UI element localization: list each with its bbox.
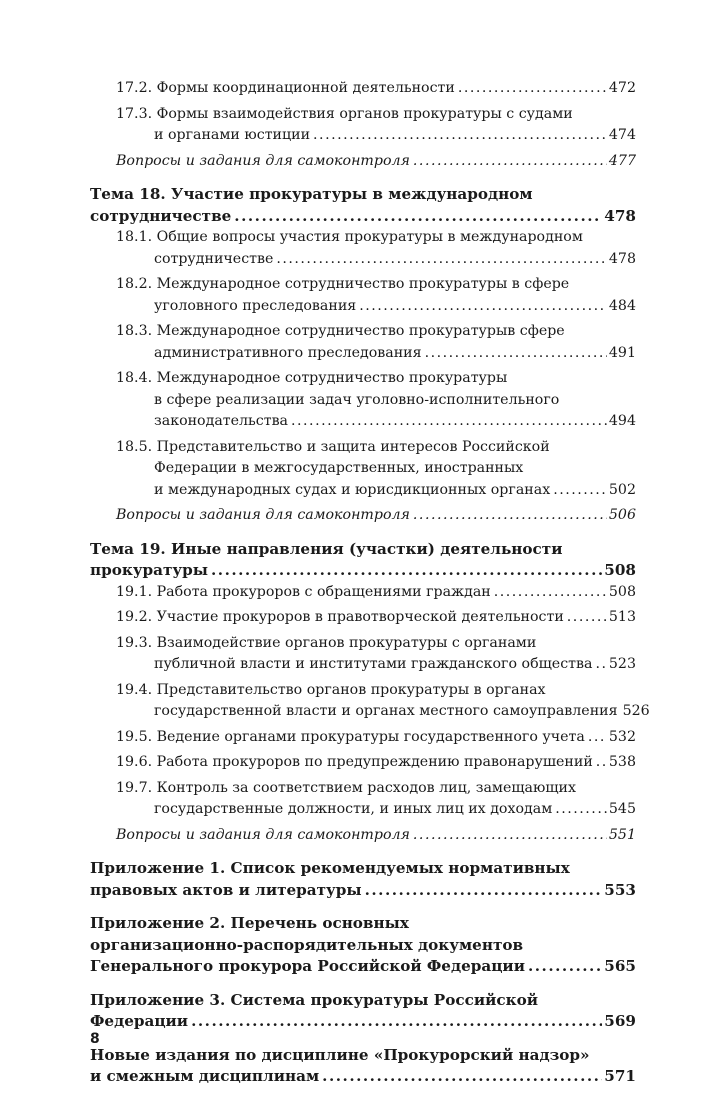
toc-section [90, 1045, 636, 1088]
leader-dots [494, 582, 607, 604]
toc-subsection [116, 437, 636, 502]
entry-title-text: прокуратуры [90, 561, 208, 579]
toc-line-with-page [116, 701, 650, 723]
page-ref: 553 [604, 880, 636, 899]
leader-dots [413, 505, 607, 527]
entry-title-text: и международных судах и юрисдикционных органах [154, 481, 551, 498]
leader-dots [567, 607, 607, 629]
toc-line-with-page [116, 125, 636, 147]
page-ref: 565 [604, 957, 636, 975]
toc-line-with-page [116, 752, 636, 774]
entry-title-text: Тема 18. Участие прокуратуры в международном [90, 185, 533, 203]
entry-title-text: 18.1. Общие вопросы участия прокуратуры в международном [116, 229, 583, 245]
leader-dots [588, 727, 607, 749]
page-ref: 551 [608, 826, 636, 843]
toc-line-with-page [116, 480, 636, 502]
toc-section [90, 913, 636, 978]
toc-line-with-page [90, 956, 636, 978]
leader-dots [322, 1066, 602, 1088]
page-ref: 506 [608, 507, 636, 523]
entry-title-text: 19.3. Взаимодействие органов прокуратуры с органами [116, 634, 537, 651]
page-ref: 494 [608, 413, 636, 429]
page-ref: 569 [604, 1012, 636, 1030]
leader-dots [595, 654, 606, 676]
toc-line-with-page [116, 825, 636, 847]
toc-line-with-page [90, 560, 636, 582]
leader-dots [553, 480, 607, 502]
page-ref: 571 [604, 1067, 636, 1085]
entry-title-text: 18.5. Представительство и защита интересов Российской [116, 438, 550, 455]
leader-dots [596, 752, 607, 774]
page-ref: 526 [622, 703, 650, 719]
table-of-contents [90, 78, 650, 1088]
page-number: 8 [90, 1031, 100, 1047]
toc-line-with-page [90, 206, 636, 228]
entry-title-text: Генерального прокурора Российской Федерации [90, 957, 525, 975]
leader-dots [359, 296, 607, 318]
toc-questions [116, 825, 636, 847]
toc-subsection [116, 78, 636, 100]
toc-line-with-page [116, 249, 636, 271]
toc-line-with-page [90, 880, 636, 902]
page-ref: 502 [608, 481, 636, 498]
toc-line-with-page [116, 654, 636, 676]
toc-section [90, 539, 636, 582]
toc-questions [116, 151, 636, 173]
toc-line-with-page [116, 799, 636, 821]
toc-line-with-page [116, 343, 636, 365]
entry-title-text: публичной власти и институтами гражданского общества [154, 656, 593, 672]
page-ref: 508 [604, 561, 636, 579]
entry-title-text: Федерации в межгосударственных, иностранных [154, 460, 524, 476]
entry-title-text: 18.4. Международное сотрудничество прокуратуры [116, 370, 508, 386]
entry-title-text: 19.6. Работа прокуроров по предупреждению правонарушений [116, 754, 593, 770]
leader-dots [458, 78, 607, 100]
toc-subsection [116, 633, 636, 676]
entry-title-text: административного преследования [154, 344, 422, 361]
page-ref: 474 [608, 127, 636, 143]
leader-dots [555, 799, 607, 821]
entry-title-text: Тема 19. Иные направления (участки) деятельности [90, 539, 563, 558]
leader-dots [291, 411, 607, 433]
entry-title-text: уголовного преследования [154, 297, 357, 314]
entry-title-text: Вопросы и задания для самоконтроля [116, 826, 410, 843]
entry-title-text: Приложение 3. Система прокуратуры Российской [90, 990, 538, 1009]
entry-title-text: законодательства [154, 413, 289, 429]
toc-subsection [116, 368, 636, 433]
page-ref: 472 [608, 80, 636, 96]
page-ref: 523 [608, 656, 636, 672]
entry-title-text: 17.3. Формы взаимодействия органов прокуратуры с судами [116, 105, 573, 122]
toc-line-with-page [116, 78, 636, 100]
entry-title-text: Федерации [90, 1012, 189, 1030]
page-ref: 508 [608, 583, 636, 600]
leader-dots [413, 825, 607, 847]
entry-title-text: сотрудничестве [154, 250, 274, 267]
entry-title-text: и смежным дисциплинам [90, 1067, 320, 1085]
entry-title-text: 19.1. Работа прокуроров с обращениями граждан [116, 583, 491, 600]
leader-dots [211, 560, 602, 582]
leader-dots [313, 125, 607, 147]
page-ref: 545 [608, 801, 636, 817]
page-ref: 484 [608, 297, 636, 314]
page-ref: 478 [604, 206, 636, 225]
entry-title-text: 19.4. Представительство органов прокуратуры в органах [116, 681, 546, 698]
entry-title-text: правовых актов и литературы [90, 880, 362, 899]
toc-subsection [116, 274, 636, 317]
page-ref: 538 [608, 754, 636, 770]
entry-title-text: Приложение 1. Список рекомендуемых нормативных [90, 859, 570, 877]
leader-dots [234, 206, 602, 228]
toc-section [90, 184, 636, 227]
toc-line-with-page [90, 1011, 636, 1033]
page-ref: 478 [608, 250, 636, 267]
entry-title-text: Вопросы и задания для самоконтроля [116, 152, 410, 169]
toc-subsection [116, 321, 636, 364]
entry-title-text: 18.2. Международное сотрудничество прокуратуры в сфере [116, 276, 570, 292]
entry-title-text: Приложение 2. Перечень основных [90, 914, 409, 932]
toc-line-with-page [116, 582, 636, 604]
toc-subsection [116, 680, 650, 723]
entry-title-text: 17.2. Формы координационной деятельности [116, 80, 455, 96]
toc-subsection [116, 778, 636, 821]
entry-title-text: 19.2. Участие прокуроров в правотворческой деятельности [116, 609, 564, 625]
leader-dots [276, 249, 607, 271]
toc-line-with-page [116, 411, 636, 433]
toc-section [90, 858, 636, 901]
entry-title-text: 19.7. Контроль за соответствием расходов лиц, замещающих [116, 779, 576, 796]
page-ref: 491 [608, 344, 636, 361]
entry-title-text: Вопросы и задания для самоконтроля [116, 507, 410, 523]
toc-subsection [116, 227, 636, 270]
toc-subsection [116, 607, 636, 629]
leader-dots [528, 956, 602, 978]
toc-questions [116, 505, 636, 527]
page-ref: 513 [608, 609, 636, 625]
leader-dots [191, 1011, 602, 1033]
entry-title-text: государственной власти и органах местного самоуправления [154, 703, 618, 719]
toc-line-with-page [90, 1066, 636, 1088]
page-ref: 532 [608, 728, 636, 745]
leader-dots [413, 151, 607, 173]
entry-title-text: организационно-распорядительных документов [90, 935, 524, 954]
toc-line-with-page [116, 607, 636, 629]
toc-line-with-page [116, 505, 636, 527]
leader-dots [365, 880, 603, 902]
entry-title-text: государственные должности, и иных лиц их доходам [154, 801, 553, 817]
toc-line-with-page [116, 727, 636, 749]
leader-dots [425, 343, 607, 365]
entry-title-text: сотрудничестве [90, 206, 232, 225]
entry-title-text: и органами юстиции [154, 127, 311, 143]
toc-section [90, 990, 636, 1033]
toc-line-with-page [116, 296, 636, 318]
toc-subsection [116, 752, 636, 774]
toc-subsection [116, 727, 636, 749]
entry-title-text: Новые издания по дисциплине «Прокурорский надзор» [90, 1045, 590, 1064]
entry-title-text: 18.3. Международное сотрудничество прокуратурыв сфере [116, 323, 565, 339]
entry-title-text: 19.5. Ведение органами прокуратуры государственного учета [116, 728, 585, 745]
toc-subsection [116, 104, 636, 147]
toc-subsection [116, 582, 636, 604]
toc-line-with-page [116, 151, 636, 173]
page-ref: 477 [608, 152, 636, 169]
entry-title-text: в сфере реализации задач уголовно-исполнительного [154, 391, 560, 408]
